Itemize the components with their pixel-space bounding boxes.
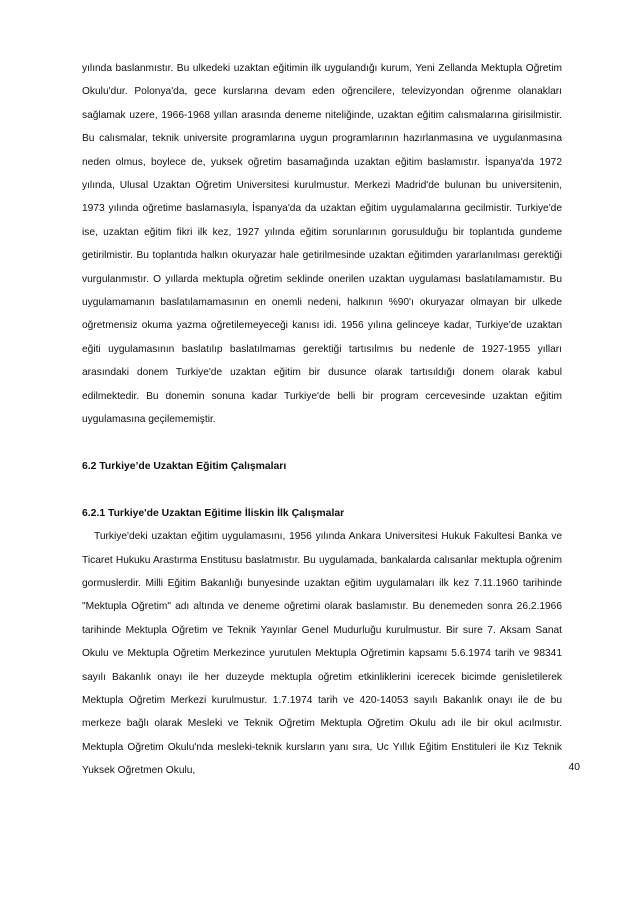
spacer bbox=[82, 432, 562, 455]
subsection-heading: 6.2.1 Turkiye'de Uzaktan Eğitime İliskin İlk Çalışmalar bbox=[82, 507, 345, 519]
page-number: 40 bbox=[568, 762, 580, 773]
section-heading: 6.2 Turkiye’de Uzaktan Eğitim Çalışmaları bbox=[82, 460, 287, 472]
body-text bbox=[82, 57, 562, 783]
paragraph-intro: yılında baslanmıstır. Bu ulkedeki uzaktan eğitimin ilk uygulandığı kurum, Yeni Zellanda Mektupla Oğretim Okulu'dur. Polonya'da, gece kurslarına devam eden oğrencilere, televizyondan oğrenme olanakları sağlamak uzere, 1966-1968 yıllan arasında deneme niteliğinde, uzaktan eğitim calısmalarına girisilmistir. Bu calısmalar, teknik universite programlarına uygun programlarının hazırlanmasına ve uygulanmasına neden olmus, boylece de, yuksek oğretim basamağında uzaktan eğitim baslamıstır. İspanya'da 1972 yılında, Ulusal Uzaktan Oğretim Universitesi kurulmustur. Merkezi Madrid'de bulunan bu universitenin, 1973 yılında oğretime baslamasıyla, İspanya'da da uzaktan eğitim uygulamalarına gecilmistir. Turkiye'de ise, uzaktan eğitim fikri ilk kez, 1927 yılında eğitim sorunlarının gorusulduğu bir toplantıda gundeme getirilmistir. Bu toplantıda halkın okuryazar hale getirilmesinde uzaktan eğitimden yararlanılması gerektiği vurgulanmıstır. O yıllarda mektupla oğretim seklinde onerilen uzaktan uygulaması baslatılamamıstır. Bu uygulamamanın baslatılamamasının en onemli nedeni, halkının %90'ı okuryazar olmayan bir ulkede oğretmensiz okuma yazma oğretilemeyeceği kanısı idi. 1956 yılına gelinceye kadar, Turkiye'de uzaktan eğiti uygulamasının baslatılıp baslatılmamas gerektiği tartısılmıs bu nedenle de 1927-1955 yılları arasındaki donem Turkiye'de uzaktan eğitim bir dusunce olarak tartısıldığı donem olarak kabul edilmektedir. Bu donemin sonuna kadar Turkiye'de belli bir program cercevesinde uzaktan eğitim uygulamasına geçilememiştir. bbox=[82, 63, 562, 426]
spacer bbox=[82, 478, 562, 501]
paragraph-early-studies: Turkiye'deki uzaktan eğitim uygulamasını, 1956 yılında Ankara Universitesi Hukuk Fakultesi Banka ve Ticaret Hukuku Arastırma Enstitusu baslatmıstır. Bu uygulamada, bankalarda calısanlar mektupla oğrenim gormuslerdir. Milli Eğitim Bakanlığı bunyesinde uzaktan eğitim uygulamaları ilk kez 7.11.1960 tarihinde "Mektupla Oğretim" adı altında ve deneme oğretimi olarak baslamıstır. Bu denemeden sonra 26.2.1966 tarihinde Mektupla Oğretim ve Teknik Yayınlar Genel Mudurluğu kurulmustur. Bir sure 7. Aksam Sanat Okulu ve Mektupla Oğretim Merkezince yurutulen Mektupla Oğretimin kapsamı 5.6.1974 tarih ve 98341 sayılı Bakanlık onayı ile her duzeyde mektupla oğretim etkinliklerini icerecek bicimde genisletilerek Mektupla Oğretim Merkezi kurulmustur. 1.7.1974 tarih ve 420-14053 sayılı Bakanlık onayı ile de bu merkeze bağlı olarak Mesleki ve Teknik Oğretim Mektupla Oğretim Okulu adı ile bir okul acılmıstır. Mektupla Oğretim Okulu'nda mesleki-teknik kursların yanı sıra, Uc Yıllık Eğitim Enstituleri ile Kız Teknik Yuksek Oğretmen Okulu, bbox=[82, 531, 562, 777]
